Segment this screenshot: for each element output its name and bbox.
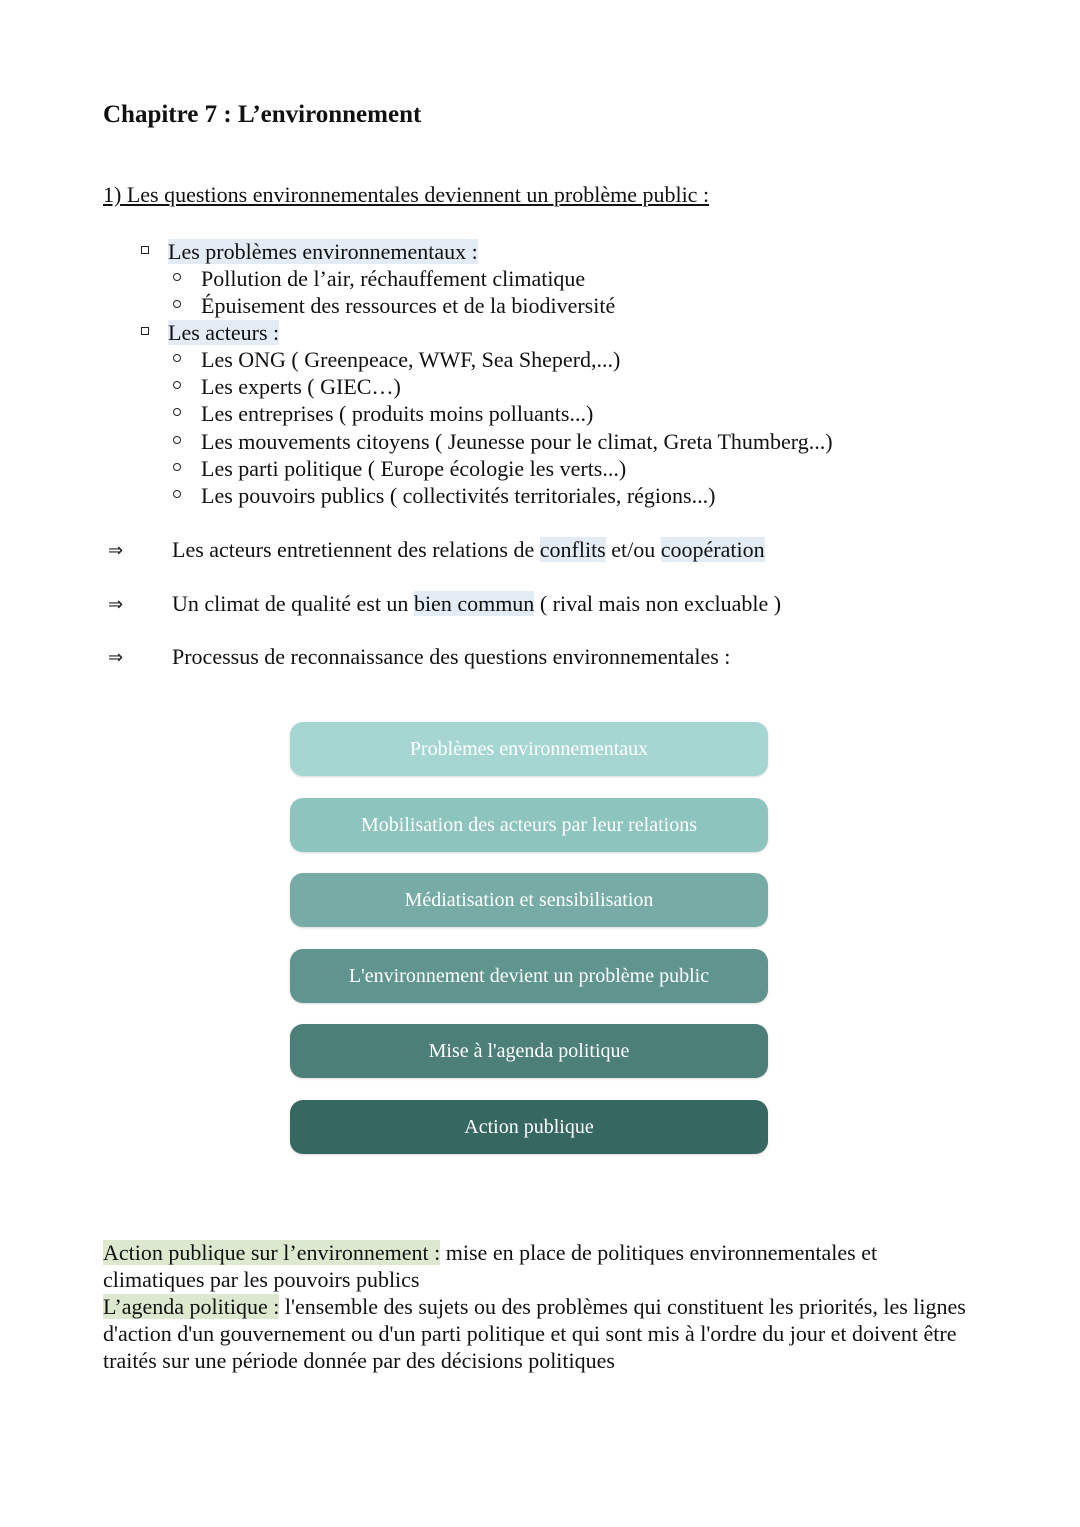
circle-bullet-icon: [173, 300, 181, 308]
actor-item: Les mouvements citoyens ( Jeunesse pour le climat, Greta Thumberg...): [201, 429, 833, 454]
problems-heading: Les problèmes environnementaux :: [168, 239, 478, 264]
process-step-action: Action publique: [290, 1100, 768, 1154]
actor-item: Les pouvoirs publics ( collectivités territoriales, régions...): [201, 483, 716, 508]
process-step-public-problem: L'environnement devient un problème public: [290, 949, 768, 1003]
actor-item: Les parti politique ( Europe écologie les verts...): [201, 456, 627, 481]
arrow-statement-process: Processus de reconnaissance des questions environnementales :: [172, 644, 731, 669]
actor-item: Les entreprises ( produits moins polluants...): [201, 401, 594, 426]
chapter-title: Chapitre 7 : L’environnement: [103, 101, 422, 128]
definition-action-publique: Action publique sur l’environnement : mise en place de politiques environnementales et climatiques par les pouvoirs publics: [103, 1240, 878, 1292]
section-heading: 1) Les questions environnementales deviennent un problème public :: [103, 182, 710, 207]
circle-bullet-icon: [173, 436, 181, 444]
definition-agenda-politique: L’agenda politique : l'ensemble des sujets ou des problèmes qui constituent les priorités, les lignes d'action d'un gouvernement ou d'un parti politique et qui sont mis à l'ordre du jour et doivent être traités sur une période donnée par des décisions politiques: [103, 1294, 966, 1373]
process-step-problems: Problèmes environnementaux: [290, 722, 768, 776]
square-bullet-icon: [141, 327, 149, 335]
actors-heading: Les acteurs :: [168, 320, 280, 345]
problem-item: Pollution de l’air, réchauffement climatique: [201, 266, 586, 291]
arrow-icon: ⇒: [108, 594, 124, 615]
circle-bullet-icon: [173, 354, 181, 362]
actor-item: Les experts ( GIEC…): [201, 374, 401, 399]
arrow-statement-common-good: Un climat de qualité est un bien commun ( rival mais non excluable ): [172, 591, 782, 616]
arrow-icon: ⇒: [108, 647, 124, 668]
circle-bullet-icon: [173, 273, 181, 281]
circle-bullet-icon: [173, 381, 181, 389]
circle-bullet-icon: [173, 408, 181, 416]
arrow-statement-relations: Les acteurs entretiennent des relations de conflits et/ou coopération: [172, 537, 765, 562]
arrow-icon: ⇒: [108, 540, 124, 561]
circle-bullet-icon: [173, 490, 181, 498]
square-bullet-icon: [141, 246, 149, 254]
process-step-mediatisation: Médiatisation et sensibilisation: [290, 873, 768, 927]
problem-item: Épuisement des ressources et de la biodiversité: [201, 293, 616, 318]
actor-item: Les ONG ( Greenpeace, WWF, Sea Sheperd,...): [201, 347, 621, 372]
circle-bullet-icon: [173, 463, 181, 471]
process-step-mobilisation: Mobilisation des acteurs par leur relations: [290, 798, 768, 852]
process-step-agenda: Mise à l'agenda politique: [290, 1024, 768, 1078]
